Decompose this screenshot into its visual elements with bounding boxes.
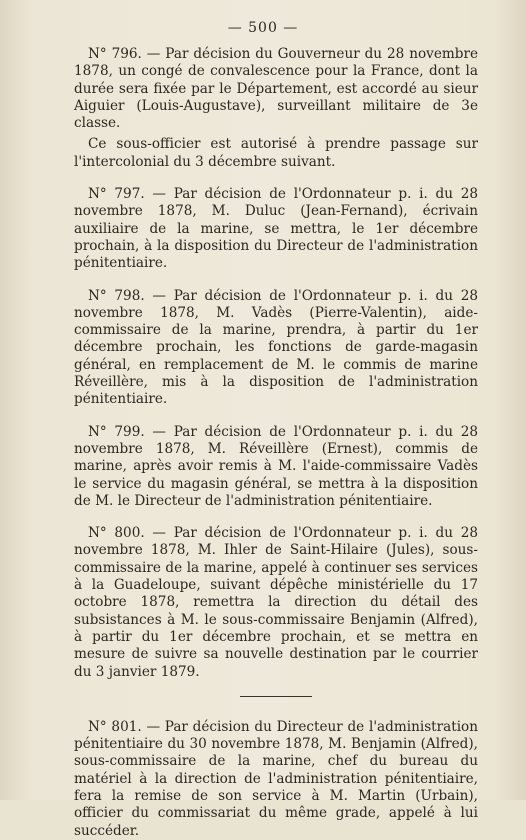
- paragraph: N° 796. — Par décision du Gouverneur du 28 novembre 1878, un congé de convalescence pour la France, dont la durée sera fixée par le Département, est accordé au sieur Aiguier (Louis-Augustave), surveillant militaire de 3e classe.: [74, 46, 478, 132]
- decision-801: [74, 719, 478, 840]
- decision-797: [74, 186, 478, 272]
- paragraph: N° 800. — Par décision de l'Ordonnateur p. i. du 28 novembre 1878, M. Ihler de Saint-Hilaire (Jules), sous-commissaire de la marine, appelé à continuer ses services à la Guadeloupe, suivant dépêche ministérielle du 17 octobre 1878, remettra la direction du détail des subsistances à M. le sous-commissaire Benjamin (Alfred), à partir du 1er décembre prochain, et se mettra en mesure de suivre sa nouvelle destination par le courrier du 3 janvier 1879.: [74, 525, 478, 680]
- decision-799: [74, 424, 478, 510]
- section-separator: [240, 696, 312, 697]
- paragraph: N° 801. — Par décision du Directeur de l'administration pénitentiaire du 30 novembre 1878, M. Benjamin (Alfred), sous-commissaire de la marine, chef du bureau du matériel à la direction de l'administration pénitentiaire, fera la remise de son service à M. Martin (Urbain), officier du commissariat du même grade, appelé à lui succéder.: [74, 718, 478, 839]
- paragraph: N° 798. — Par décision de l'Ordonnateur p. i. du 28 novembre 1878, M. Vadès (Pierre-Valentin), aide-commissaire de la marine, prendra, à partir du 1er décembre prochain, les fonctions de garde-magasin général, en remplacement de M. le commis de marine Réveillère, mis à la disposition de l'administration pénitentiaire.: [74, 287, 478, 408]
- paragraph: N° 799. — Par décision de l'Ordonnateur p. i. du 28 novembre 1878, M. Réveillère (Ernest), commis de marine, après avoir remis à M. l'aide-commissaire Vadès le service du magasin général, se mettra à la disposition de M. le Directeur de l'administration pénitentiaire.: [74, 423, 478, 509]
- decision-796: [74, 46, 478, 171]
- decision-798: [74, 288, 478, 409]
- paragraph: Ce sous-officier est autorisé à prendre passage sur l'intercolonial du 3 décembre suivant.: [74, 136, 478, 170]
- page-number: — 500 —: [227, 20, 299, 36]
- paragraph: N° 797. — Par décision de l'Ordonnateur p. i. du 28 novembre 1878, M. Duluc (Jean-Fernand), écrivain auxiliaire de la marine, se mettra, le 1er décembre prochain, à la disposition du Directeur de l'administration pénitentiaire.: [74, 186, 478, 272]
- decision-800: [74, 525, 478, 681]
